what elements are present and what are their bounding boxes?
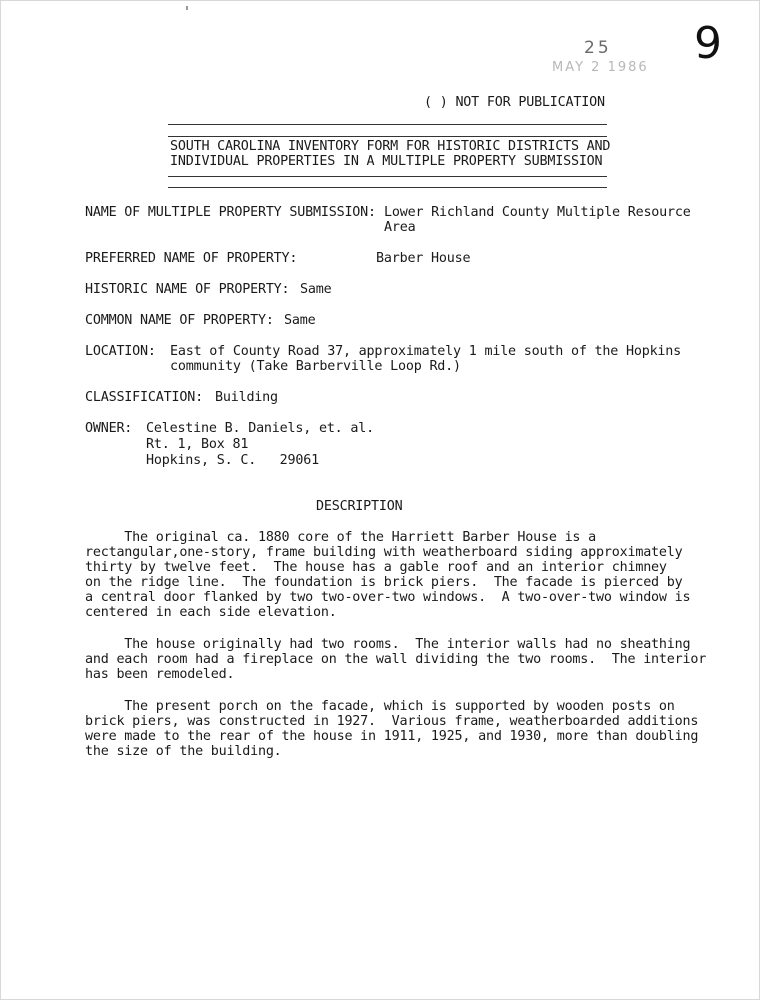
header-rule-top-1	[168, 124, 607, 125]
location-label: LOCATION:	[85, 344, 156, 359]
paragraph-line: were made to the rear of the house in 1911, 1925, and 1930, more than doubling	[85, 729, 699, 744]
paragraph-line: The present porch on the facade, which is supported by wooden posts on	[85, 699, 675, 714]
owner-city-zip: Hopkins, S. C. 29061	[146, 453, 319, 468]
description-heading: DESCRIPTION	[316, 499, 403, 514]
page-number: 9	[694, 18, 722, 69]
paragraph-line: thirty by twelve feet. The house has a gable roof and an interior chimney	[85, 560, 667, 575]
paragraph-line: The original ca. 1880 core of the Harriett Barber House is a	[85, 530, 597, 545]
paragraph-line: has been remodeled.	[85, 667, 235, 682]
publication-notice: ( ) NOT FOR PUBLICATION	[424, 95, 605, 110]
description-paragraph-2	[85, 637, 706, 682]
historic-name-label: HISTORIC NAME OF PROPERTY:	[85, 282, 290, 297]
paragraph-line: brick piers, was constructed in 1927. Various frame, weatherboarded additions	[85, 714, 699, 729]
form-title-line2: INDIVIDUAL PROPERTIES IN A MULTIPLE PROPERTY SUBMISSION	[170, 154, 603, 169]
owner-name: Celestine B. Daniels, et. al.	[146, 421, 374, 436]
preferred-name-value: Barber House	[376, 251, 471, 266]
description-paragraph-1	[85, 530, 690, 620]
header-rule-bottom-2	[168, 187, 607, 188]
paragraph-line: rectangular,one-story, frame building with weatherboard siding approximately	[85, 545, 683, 560]
paragraph-line: and each room had a fireplace on the wall dividing the two rooms. The interior	[85, 652, 707, 667]
common-name-label: COMMON NAME OF PROPERTY:	[85, 313, 274, 328]
stamp-number: 25	[584, 38, 612, 58]
submission-label: NAME OF MULTIPLE PROPERTY SUBMISSION:	[85, 205, 376, 220]
paragraph-line: the size of the building.	[85, 744, 282, 759]
submission-value: Lower Richland County Multiple Resource	[384, 205, 691, 220]
paragraph-line: The house originally had two rooms. The interior walls had no sheathing	[85, 637, 691, 652]
historic-name-value: Same	[300, 282, 332, 297]
paragraph-line: a central door flanked by two two-over-two windows. A two-over-two window is	[85, 590, 691, 605]
location-value: East of County Road 37, approximately 1 mile south of the Hopkins	[170, 344, 682, 359]
classification-label: CLASSIFICATION:	[85, 390, 203, 405]
paragraph-line: on the ridge line. The foundation is brick piers. The facade is pierced by	[85, 575, 683, 590]
header-rule-bottom-1	[168, 176, 607, 177]
location-value-cont: community (Take Barberville Loop Rd.)	[170, 359, 461, 374]
common-name-value: Same	[284, 313, 316, 328]
header-rule-top-2	[168, 136, 607, 137]
paragraph-line: centered in each side elevation.	[85, 605, 337, 620]
form-title-line1: SOUTH CAROLINA INVENTORY FORM FOR HISTORIC DISTRICTS AND	[170, 139, 611, 154]
classification-value: Building	[215, 390, 278, 405]
preferred-name-label: PREFERRED NAME OF PROPERTY:	[85, 251, 298, 266]
owner-address: Rt. 1, Box 81	[146, 437, 249, 452]
scan-speck	[186, 6, 188, 10]
description-paragraph-3	[85, 699, 698, 759]
submission-value-cont: Area	[384, 220, 416, 235]
stamp-date: MAY 2 1986	[552, 60, 649, 75]
owner-label: OWNER:	[85, 421, 133, 436]
